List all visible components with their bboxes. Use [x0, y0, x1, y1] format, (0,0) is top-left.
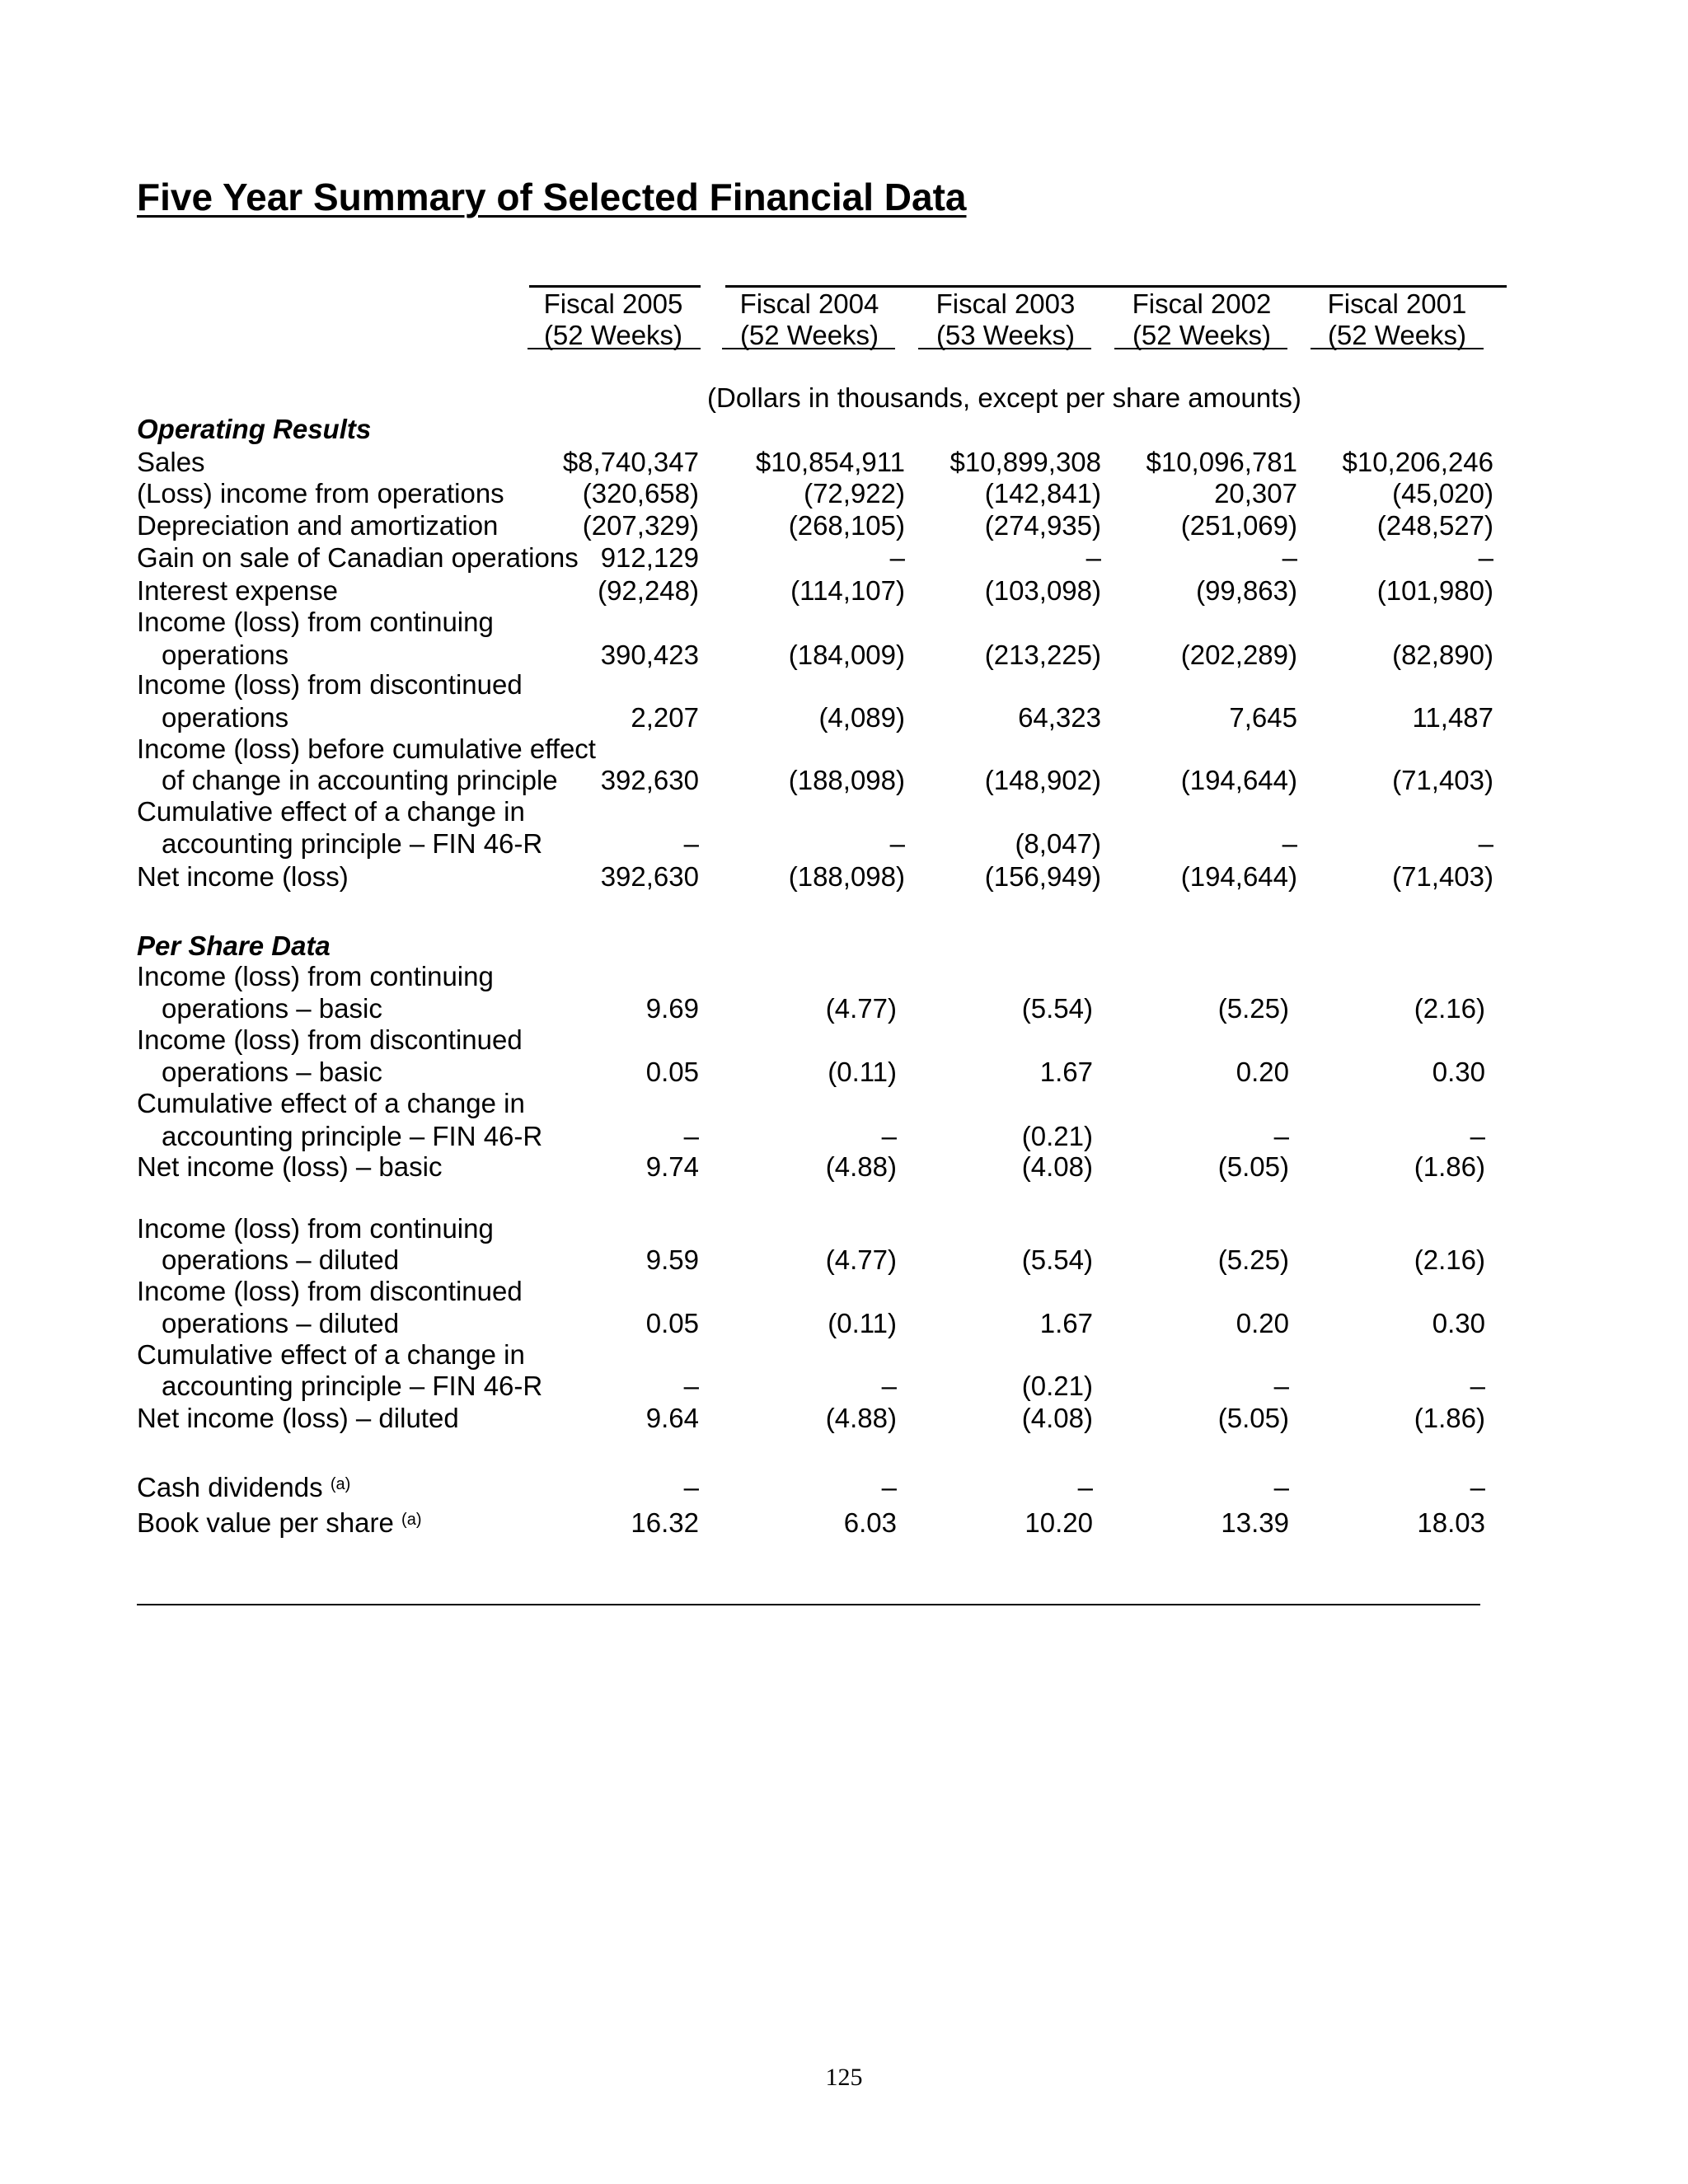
cell-loss-income-operations: (142,841) — [984, 478, 1101, 509]
row-label-text: Cumulative effect of a change in — [137, 1339, 525, 1370]
row-label-text: Gain on sale of Canadian operations — [137, 542, 579, 573]
cell-book-value: 10.20 — [1025, 1507, 1093, 1538]
row-label-ps-continuing-basic — [137, 961, 494, 992]
cell-income-continuing: (82,890) — [1392, 640, 1493, 670]
column-header-underline — [1114, 348, 1287, 349]
row-label-text: accounting principle – FIN 46-R — [162, 828, 543, 859]
row-label-income-continuing — [162, 640, 288, 671]
section-per-share-data: Per Share Data — [137, 930, 331, 961]
row-label-text: of change in accounting principle — [162, 765, 558, 795]
cell-ps-discontinued-basic: 0.05 — [645, 1057, 699, 1087]
row-label-book-value — [137, 1507, 421, 1539]
cell-ps-cumulative-diluted: – — [1273, 1371, 1289, 1401]
cell-ps-cumulative-diluted: – — [683, 1371, 699, 1401]
row-label-text: Sales — [137, 447, 205, 477]
row-label-ps-net-basic — [137, 1151, 442, 1183]
row-label-text: Net income (loss) – diluted — [137, 1403, 459, 1433]
column-header-label: Fiscal 2004 — [739, 288, 879, 319]
row-label-text: accounting principle – FIN 46-R — [162, 1121, 543, 1151]
column-header — [1306, 288, 1488, 351]
row-label-ps-discontinued-basic — [137, 1024, 523, 1056]
row-label-text: Income (loss) from discontinued — [137, 1276, 523, 1306]
row-label-text: operations – basic — [162, 1057, 382, 1087]
cell-ps-net-diluted: (4.08) — [1021, 1403, 1093, 1433]
row-label-ps-continuing-diluted — [137, 1213, 494, 1244]
cell-ps-net-diluted: (4.88) — [825, 1403, 897, 1433]
page-title: Five Year Summary of Selected Financial Data — [137, 176, 967, 218]
row-label-ps-net-diluted — [137, 1403, 459, 1434]
cell-income-discontinued: (4,089) — [818, 702, 905, 733]
cell-ps-cumulative-diluted: (0.21) — [1021, 1371, 1093, 1401]
column-header-label: Fiscal 2003 — [935, 288, 1076, 319]
cell-ps-net-basic: (4.88) — [825, 1151, 897, 1182]
cell-sales: $8,740,347 — [562, 447, 699, 477]
cell-income-before-cumulative: (71,403) — [1392, 765, 1493, 795]
cell-gain-canadian: – — [889, 542, 905, 573]
cell-income-discontinued: 11,487 — [1412, 702, 1493, 733]
row-label-income-before-cumulative — [137, 733, 596, 765]
footnote-marker: (a) — [401, 1511, 422, 1529]
cell-income-continuing: (213,225) — [984, 640, 1101, 670]
column-header-label: Fiscal 2002 — [1132, 288, 1272, 319]
cell-ps-cumulative-diluted: – — [1470, 1371, 1485, 1401]
row-label-text: Cumulative effect of a change in — [137, 1088, 525, 1118]
cell-ps-continuing-diluted: (5.25) — [1217, 1244, 1289, 1275]
cell-cash-dividends: – — [1273, 1472, 1289, 1502]
cell-depreciation: (251,069) — [1180, 510, 1297, 541]
row-label-text: Income (loss) before cumulative effect — [137, 733, 596, 764]
cell-cash-dividends: – — [683, 1472, 699, 1502]
cell-interest-expense: (92,248) — [598, 575, 699, 606]
cell-net-income: (156,949) — [984, 861, 1101, 892]
cell-income-before-cumulative: (194,644) — [1180, 765, 1297, 795]
cell-ps-continuing-basic: 9.69 — [645, 993, 699, 1024]
cell-sales: $10,854,911 — [755, 447, 905, 477]
row-label-text: Interest expense — [137, 575, 338, 606]
cell-ps-cumulative-basic: – — [1273, 1121, 1289, 1151]
row-label-gain-canadian — [137, 542, 579, 574]
row-label-text: operations — [162, 640, 289, 670]
column-header-underline — [918, 348, 1091, 349]
column-header-underline — [528, 348, 701, 349]
cell-net-income: (71,403) — [1392, 861, 1493, 892]
cell-gain-canadian: – — [1085, 542, 1101, 573]
cell-ps-continuing-basic: (4.77) — [825, 993, 897, 1024]
cell-interest-expense: (101,980) — [1376, 575, 1493, 606]
cell-loss-income-operations: (72,922) — [804, 478, 905, 509]
cell-depreciation: (207,329) — [582, 510, 699, 541]
cell-sales: $10,899,308 — [950, 447, 1101, 477]
row-label-text: operations – basic — [162, 993, 382, 1024]
cell-income-before-cumulative: (188,098) — [788, 765, 905, 795]
cell-ps-continuing-diluted: (5.54) — [1021, 1244, 1093, 1275]
row-label-ps-discontinued-diluted — [162, 1308, 399, 1339]
header-rule-2005 — [529, 285, 701, 288]
cell-interest-expense: (99,863) — [1196, 575, 1297, 606]
row-label-loss-income-operations — [137, 478, 504, 509]
column-header-underline — [1311, 348, 1484, 349]
row-label-ps-discontinued-diluted — [137, 1276, 523, 1307]
cell-ps-discontinued-diluted: 1.67 — [1039, 1308, 1093, 1338]
cell-cumulative-effect: – — [889, 828, 905, 859]
cell-ps-net-basic: 9.74 — [645, 1151, 699, 1182]
cell-cumulative-effect: – — [1282, 828, 1297, 859]
cell-income-continuing: 390,423 — [600, 640, 699, 670]
column-header-weeks: (52 Weeks) — [1327, 320, 1467, 350]
cell-interest-expense: (114,107) — [790, 575, 905, 606]
cell-ps-cumulative-diluted: – — [881, 1371, 897, 1401]
cell-income-before-cumulative: 392,630 — [600, 765, 699, 795]
cell-income-before-cumulative: (148,902) — [984, 765, 1101, 795]
row-label-text: Cash dividends — [137, 1472, 323, 1502]
cell-ps-discontinued-basic: (0.11) — [828, 1057, 897, 1087]
row-label-text: Income (loss) from continuing — [137, 607, 494, 637]
column-header — [523, 288, 704, 351]
cell-cumulative-effect: – — [683, 828, 699, 859]
row-label-ps-discontinued-basic — [162, 1057, 382, 1088]
cell-ps-continuing-diluted: 9.59 — [645, 1244, 699, 1275]
row-label-text: operations — [162, 702, 289, 733]
row-label-text: Book value per share — [137, 1507, 394, 1538]
row-label-income-discontinued — [137, 669, 523, 701]
row-label-ps-cumulative-diluted — [162, 1371, 542, 1402]
cell-income-discontinued: 2,207 — [631, 702, 699, 733]
row-label-ps-cumulative-diluted — [137, 1339, 525, 1371]
cell-net-income: (188,098) — [788, 861, 905, 892]
cell-net-income: 392,630 — [600, 861, 699, 892]
cell-cumulative-effect: – — [1478, 828, 1493, 859]
cell-gain-canadian: – — [1282, 542, 1297, 573]
cell-ps-discontinued-basic: 0.20 — [1236, 1057, 1289, 1087]
cell-ps-net-diluted: 9.64 — [645, 1403, 699, 1433]
cell-book-value: 13.39 — [1221, 1507, 1289, 1538]
row-label-text: Depreciation and amortization — [137, 510, 499, 541]
cell-depreciation: (274,935) — [984, 510, 1101, 541]
column-header-weeks: (53 Weeks) — [935, 320, 1076, 350]
cell-sales: $10,206,246 — [1342, 447, 1493, 477]
cell-ps-discontinued-basic: 1.67 — [1039, 1057, 1093, 1087]
row-label-cumulative-effect — [137, 796, 525, 827]
row-label-text: Net income (loss) — [137, 861, 349, 892]
row-label-income-continuing — [137, 607, 494, 638]
cell-depreciation: (268,105) — [788, 510, 905, 541]
row-label-income-discontinued — [162, 702, 288, 733]
row-label-net-income — [137, 861, 349, 893]
cell-ps-net-diluted: (1.86) — [1414, 1403, 1485, 1433]
cell-cash-dividends: – — [1470, 1472, 1485, 1502]
cell-ps-cumulative-basic: (0.21) — [1021, 1121, 1093, 1151]
cell-ps-continuing-diluted: (4.77) — [825, 1244, 897, 1275]
column-header — [719, 288, 900, 351]
row-label-text: Income (loss) from discontinued — [137, 669, 523, 700]
row-label-text: Net income (loss) – basic — [137, 1151, 443, 1182]
cell-ps-discontinued-diluted: 0.20 — [1236, 1308, 1289, 1338]
row-label-interest-expense — [137, 575, 338, 607]
section-operating-results: Operating Results — [137, 414, 372, 444]
cell-ps-continuing-diluted: (2.16) — [1414, 1244, 1485, 1275]
row-label-ps-cumulative-basic — [162, 1121, 542, 1152]
row-label-income-before-cumulative — [162, 765, 558, 796]
column-header — [1111, 288, 1292, 351]
row-label-text: accounting principle – FIN 46-R — [162, 1371, 543, 1401]
cell-income-discontinued: 7,645 — [1229, 702, 1297, 733]
cell-interest-expense: (103,098) — [984, 575, 1101, 606]
row-label-ps-cumulative-basic — [137, 1088, 525, 1119]
row-label-text: Income (loss) from discontinued — [137, 1024, 523, 1055]
footnote-marker: (a) — [330, 1475, 351, 1493]
cell-gain-canadian: 912,129 — [600, 542, 699, 573]
cell-ps-net-basic: (5.05) — [1217, 1151, 1289, 1182]
bottom-rule — [137, 1604, 1480, 1605]
row-label-text: operations – diluted — [162, 1308, 400, 1338]
cell-ps-net-basic: (4.08) — [1021, 1151, 1093, 1182]
cell-ps-cumulative-basic: – — [881, 1121, 897, 1151]
row-label-text: operations – diluted — [162, 1244, 400, 1275]
column-header-label: Fiscal 2005 — [543, 288, 683, 319]
column-header-label: Fiscal 2001 — [1327, 288, 1467, 319]
cell-income-discontinued: 64,323 — [1018, 702, 1101, 733]
row-label-sales — [137, 447, 205, 478]
cell-loss-income-operations: 20,307 — [1214, 478, 1297, 509]
column-header — [915, 288, 1096, 351]
cell-ps-continuing-basic: (5.25) — [1217, 993, 1289, 1024]
row-label-text: Income (loss) from continuing — [137, 1213, 494, 1244]
cell-ps-net-diluted: (5.05) — [1217, 1403, 1289, 1433]
unit-note: (Dollars in thousands, except per share amounts) — [707, 382, 1301, 413]
cell-book-value: 18.03 — [1417, 1507, 1485, 1538]
column-header-weeks: (52 Weeks) — [739, 320, 879, 350]
cell-income-continuing: (202,289) — [1180, 640, 1297, 670]
row-label-cumulative-effect — [162, 828, 542, 860]
cell-ps-cumulative-basic: – — [683, 1121, 699, 1151]
cell-ps-discontinued-diluted: (0.11) — [828, 1308, 897, 1338]
header-rule-prior-years — [725, 285, 1507, 288]
cell-loss-income-operations: (320,658) — [582, 478, 699, 509]
cell-book-value: 6.03 — [843, 1507, 897, 1538]
cell-cumulative-effect: (8,047) — [1015, 828, 1101, 859]
cell-income-continuing: (184,009) — [788, 640, 905, 670]
cell-cash-dividends: – — [1077, 1472, 1093, 1502]
cell-ps-discontinued-basic: 0.30 — [1432, 1057, 1485, 1087]
row-label-text: Cumulative effect of a change in — [137, 796, 525, 827]
cell-ps-cumulative-basic: – — [1470, 1121, 1485, 1151]
cell-net-income: (194,644) — [1180, 861, 1297, 892]
cell-ps-net-basic: (1.86) — [1414, 1151, 1485, 1182]
cell-depreciation: (248,527) — [1376, 510, 1493, 541]
cell-loss-income-operations: (45,020) — [1392, 478, 1493, 509]
row-label-ps-continuing-basic — [162, 993, 382, 1024]
cell-ps-discontinued-diluted: 0.30 — [1432, 1308, 1485, 1338]
row-label-text: Income (loss) from continuing — [137, 961, 494, 991]
page-number: 125 — [825, 2064, 863, 2091]
row-label-text: (Loss) income from operations — [137, 478, 504, 509]
cell-sales: $10,096,781 — [1146, 447, 1297, 477]
cell-cash-dividends: – — [881, 1472, 897, 1502]
cell-ps-discontinued-diluted: 0.05 — [645, 1308, 699, 1338]
column-header-underline — [722, 348, 895, 349]
cell-gain-canadian: – — [1478, 542, 1493, 573]
row-label-cash-dividends — [137, 1472, 350, 1503]
cell-ps-continuing-basic: (5.54) — [1021, 993, 1093, 1024]
column-header-weeks: (52 Weeks) — [543, 320, 683, 350]
cell-book-value: 16.32 — [631, 1507, 699, 1538]
row-label-ps-continuing-diluted — [162, 1244, 399, 1276]
cell-ps-continuing-basic: (2.16) — [1414, 993, 1485, 1024]
column-header-weeks: (52 Weeks) — [1132, 320, 1272, 350]
row-label-depreciation — [137, 510, 498, 541]
